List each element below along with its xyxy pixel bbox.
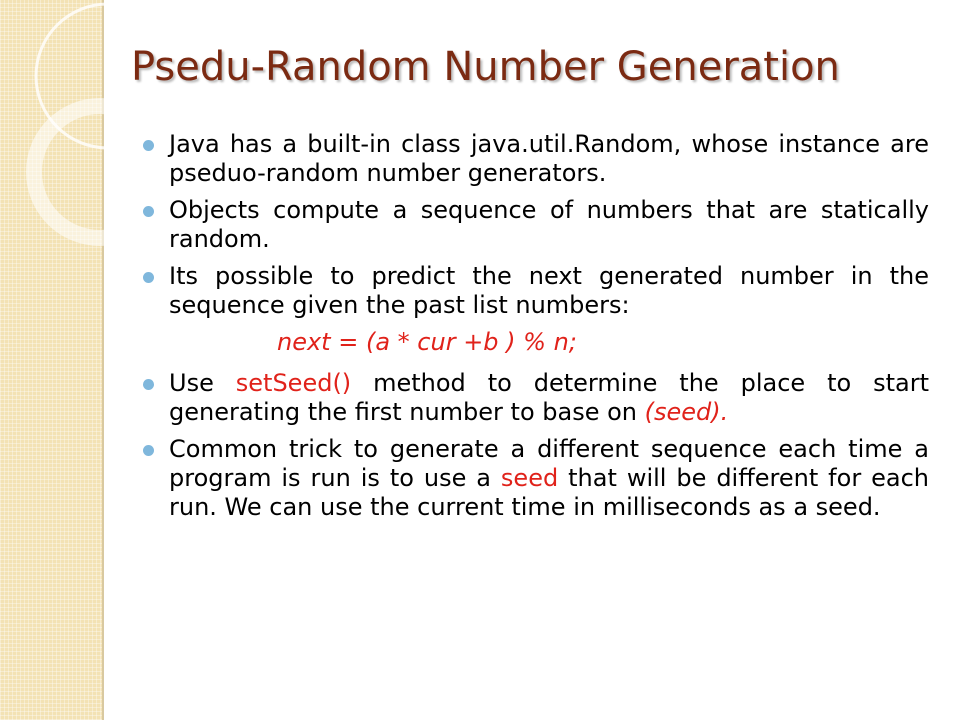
seed-label: (seed). (644, 398, 729, 426)
trick-text-after: that will be different for each run. We can use the current time in milliseconds as a seed. (169, 464, 930, 521)
bullet-common-trick (143, 435, 929, 522)
seed-word: seed (500, 464, 559, 492)
set-seed-text-middle: method to determine the place to start generating the first number to base on (169, 369, 929, 426)
slide-content (143, 130, 929, 530)
bullet-predict-next: Its possible to predict the next generated number in the sequence given the past list numbers: (143, 262, 929, 320)
trick-text-before: Common trick to generate a different sequence each time a program is run is to use a (169, 435, 929, 492)
bullet-java-random: Java has a built-in class java.util.Random, whose instance are pseduo-random number generators. (143, 130, 929, 188)
bullet-set-seed (143, 369, 929, 427)
decorative-ring-small (34, 106, 140, 238)
decorative-rings (0, 0, 140, 330)
set-seed-method: setSeed() (235, 369, 352, 397)
set-seed-text-before: Use (169, 369, 236, 397)
formula-line: next = (a * cur +b ) % n; (277, 328, 577, 356)
bullet-objects-compute: Objects compute a sequence of numbers that are statically random. (143, 196, 929, 254)
slide-title: Psedu-Random Number Generation (131, 44, 840, 90)
